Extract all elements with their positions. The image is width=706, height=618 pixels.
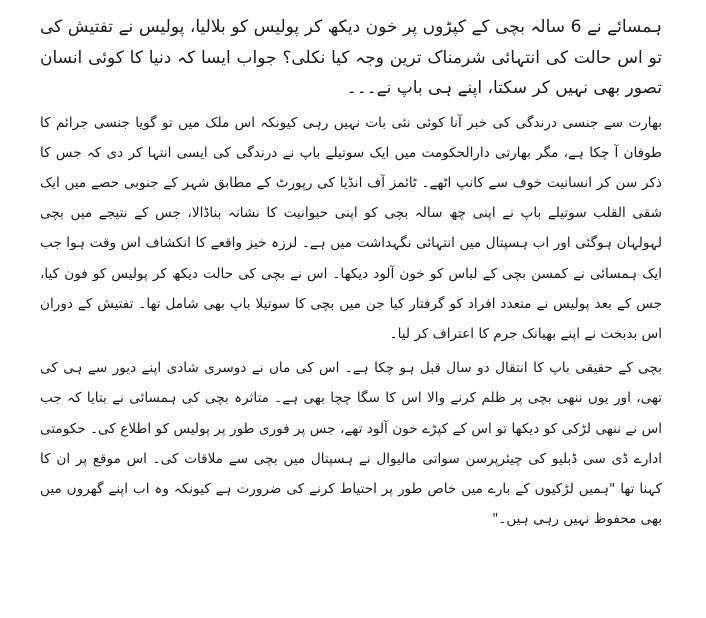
article-paragraph-2: بچی کے حقیقی باپ کا انتقال دو سال قبل ہو چکا ہے۔ اس کی ماں نے دوسری شادی اپنے دیور سے ہی کی تھی، اور یوں ننھی بچی پر ظلم کرنے والا اس کا سگا چچا بھی ہے۔ متاثرہ بچی کی ہمسائی نے بتایا کہ جب اس نے ننھی لڑکی کو دیکھا تو اس کے کپڑے خون آلود تھے، جس پر فوری طور پر پولیس کو اطلاع کی۔ حکومتی ادارے ڈی سی ڈبلیو کی چیئرپرسن سواتی مالیوال نے ہسپتال میں بچی سے ملاقات کی۔ اس موقع پر ان کا کہنا تھا "ہمیں لڑکیوں کے بارے میں خاص طور پر احتیاط کرنے کی ضرورت ہے کیونکہ وہ اب اپنے گھروں میں بھی محفوظ نہیں رہی ہیں۔" [40, 360, 663, 528]
article-lede: ہمسائے نے 6 سالہ بچی کے کپڑوں پر خون دیکھ کر پولیس کو بلالیا، پولیس نے تفتیش کی تو اس حالت کی انتہائی شرمناک ترین وجہ کیا نکلی؟ جواب ایسا کہ دنیا کا کوئی انسان تصور بھی نہیں کر سکتا، اپنے ہی باپ نے۔۔۔ [40, 17, 662, 98]
article-paragraph-1: بھارت سے جنسی درندگی کی خبر آنا کوئی نئی بات نہیں رہی کیونکہ اس ملک میں تو گویا جنسی جرائم کا طوفان آ چکا ہے، مگر بھارتی دارالحکومت میں ایک سوتیلے باپ نے درندگی کی ایسی انتہا کر دی کہ جس کا ذکر سن کر انسانیت خوف سے کانپ اٹھے۔ ٹائمز آف انڈیا کی رپورٹ کے مطابق شہر کے جنوبی حصے میں ایک شقی القلب سوتیلے باپ نے اپنی چھ سالہ بچی کو اپنی حیوانیت کا نشانہ بناڈالا، جس کے نتیجے میں بچی لہولہان ہوگئی اور اب ہسپتال میں انتہائی نگہداشت میں ہے۔ لرزہ خیز واقعے کا انکشاف اس وقت ہوا جب ایک ہمسائی نے کمسن بچی کے لباس کو خون آلود دیکھا۔ اس نے بچی کی حالت دیکھ کر پولیس کو فون کیا، جس کے بعد پولیس نے متعدد افراد کو گرفتار کیا جن میں بچی کا سوتیلا باپ بھی شامل تھا۔ تفتیش کے دوران اس بدبخت نے اپنے بھیانک جرم کا اعتراف کر لیا۔ [40, 114, 662, 342]
